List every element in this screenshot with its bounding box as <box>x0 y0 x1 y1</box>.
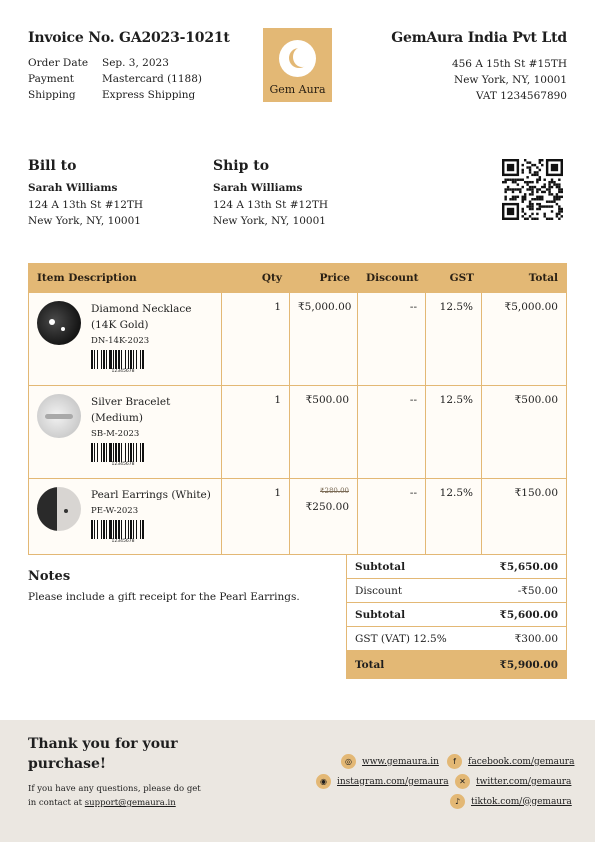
company-address-line: 456 A 15th St #15TH <box>451 58 567 70</box>
company-info <box>391 30 567 104</box>
barcode-number: 12345678 <box>111 539 135 544</box>
qr-code-icon <box>502 159 563 220</box>
totals-value: -₹50.00 <box>517 584 558 597</box>
totals-label: Subtotal <box>355 560 406 573</box>
header-item-description: Item Description <box>37 272 137 284</box>
contact-line: If you have any questions, please do get <box>28 784 201 794</box>
discount-row <box>347 578 566 602</box>
instagram-link-text[interactable]: instagram.com/gemaura <box>337 776 449 787</box>
earrings-thumbnail <box>37 487 81 531</box>
meta-value: Mastercard (1188) <box>102 73 202 85</box>
totals-value: ₹300.00 <box>514 632 558 645</box>
totals-label: Total <box>355 658 385 671</box>
meta-label: Shipping <box>28 89 76 101</box>
item-sku: DN-14K-2023 <box>91 336 150 346</box>
item-price: ₹250.00 <box>305 501 349 513</box>
company-name: GemAura India Pvt Ltd <box>391 30 567 46</box>
ship-to-line: New York, NY, 10001 <box>213 215 326 227</box>
item-name: Diamond Necklace (14K Gold) <box>91 303 192 331</box>
ship-to-line: 124 A 13th St #12TH <box>213 199 329 211</box>
barcode-icon <box>91 520 155 544</box>
item-qty: 1 <box>222 293 290 385</box>
instagram-link[interactable] <box>316 774 449 789</box>
totals-value: ₹5,650.00 <box>499 560 558 573</box>
bill-to-line: New York, NY, 10001 <box>28 215 141 227</box>
item-discount: -- <box>358 386 426 478</box>
totals-label: Discount <box>355 584 403 597</box>
support-email-link[interactable]: support@gemaura.in <box>84 798 176 808</box>
item-gst: 12.5% <box>426 386 482 478</box>
company-logo <box>263 28 332 102</box>
item-gst: 12.5% <box>426 293 482 385</box>
tiktok-link[interactable] <box>450 794 572 809</box>
website-link-text[interactable]: www.gemaura.in <box>362 756 439 767</box>
bill-to-section <box>28 158 143 229</box>
totals-label: GST (VAT) 12.5% <box>355 632 447 645</box>
meta-row-order-date <box>28 55 202 71</box>
header-gst: GST <box>449 272 474 284</box>
ship-to-section <box>213 158 328 229</box>
table-header <box>29 264 566 292</box>
table-row <box>29 292 566 385</box>
barcode-icon <box>91 350 155 374</box>
bill-to-line: 124 A 13th St #12TH <box>28 199 144 211</box>
item-old-price: ₹280.00 <box>320 487 349 495</box>
company-address-line: New York, NY, 10001 <box>454 74 567 86</box>
ship-to-heading: Ship to <box>213 158 270 174</box>
gst-row <box>347 626 566 650</box>
invoice-title: Invoice No. GA2023-1021t <box>28 30 230 46</box>
tiktok-link-text[interactable]: tiktok.com/@gemaura <box>471 796 572 807</box>
contact-line <box>28 796 201 810</box>
website-link[interactable] <box>341 754 439 769</box>
contact-text <box>28 782 201 810</box>
subtotal-row <box>347 554 566 578</box>
order-meta <box>28 55 202 103</box>
instagram-icon: ◉ <box>316 774 331 789</box>
item-cell <box>29 293 222 385</box>
twitter-link[interactable] <box>455 774 571 789</box>
ship-to-name: Sarah Williams <box>213 182 303 194</box>
header-price: Price <box>319 272 350 284</box>
header-discount: Discount <box>366 272 419 284</box>
item-qty: 1 <box>222 479 290 554</box>
item-discount: -- <box>358 479 426 554</box>
totals-label: Subtotal <box>355 608 406 621</box>
item-total: ₹150.00 <box>514 487 558 499</box>
meta-value: Sep. 3, 2023 <box>102 57 169 69</box>
item-total: ₹5,000.00 <box>504 301 558 313</box>
item-price-cell <box>290 479 358 554</box>
bill-to-name: Sarah Williams <box>28 182 118 194</box>
totals-box <box>346 554 567 679</box>
barcode-number: 12345678 <box>111 462 135 467</box>
totals-value: ₹5,600.00 <box>499 608 558 621</box>
thank-you-message: Thank you for your purchase! <box>28 736 178 772</box>
item-price: ₹5,000.00 <box>290 293 358 385</box>
meta-label: Payment <box>28 73 74 85</box>
footer <box>0 720 595 842</box>
meta-row-payment <box>28 71 202 87</box>
facebook-icon: f <box>447 754 462 769</box>
tiktok-icon: ♪ <box>450 794 465 809</box>
barcode-number: 12345678 <box>111 369 135 374</box>
contact-prefix: in contact at <box>28 798 85 808</box>
bill-to-heading: Bill to <box>28 158 77 174</box>
item-total: ₹500.00 <box>514 394 558 406</box>
facebook-link[interactable] <box>447 754 574 769</box>
table-row <box>29 478 566 554</box>
item-qty: 1 <box>222 386 290 478</box>
table-row <box>29 385 566 478</box>
grand-total-row <box>347 650 566 678</box>
notes-section <box>28 569 300 603</box>
logo-text: Gem Aura <box>269 83 326 96</box>
items-table <box>28 263 567 555</box>
meta-row-shipping <box>28 87 202 103</box>
bracelet-thumbnail <box>37 394 81 438</box>
meta-value: Express Shipping <box>102 89 196 101</box>
item-cell <box>29 479 222 554</box>
item-discount: -- <box>358 293 426 385</box>
meta-label: Order Date <box>28 57 89 69</box>
item-sku: PE-W-2023 <box>91 506 139 516</box>
company-vat: VAT 1234567890 <box>475 90 567 102</box>
header-total: Total <box>528 272 558 284</box>
header-qty: Qty <box>261 272 282 284</box>
item-name: Silver Bracelet (Medium) <box>91 396 171 424</box>
notes-text: Please include a gift receipt for the Pearl Earrings. <box>28 591 300 603</box>
x-twitter-icon: ✕ <box>455 774 470 789</box>
barcode-icon <box>91 443 155 467</box>
subtotal-after-discount-row <box>347 602 566 626</box>
company-address <box>391 56 567 104</box>
grand-total-value: ₹5,900.00 <box>499 658 558 671</box>
item-gst: 12.5% <box>426 479 482 554</box>
item-sku: SB-M-2023 <box>91 429 140 439</box>
globe-icon: ◎ <box>341 754 356 769</box>
moon-logo-icon <box>279 40 316 77</box>
item-cell <box>29 386 222 478</box>
notes-heading: Notes <box>28 569 71 584</box>
item-price: ₹500.00 <box>290 386 358 478</box>
necklace-thumbnail <box>37 301 81 345</box>
item-name: Pearl Earrings (White) <box>91 489 211 501</box>
twitter-link-text[interactable]: twitter.com/gemaura <box>476 776 572 787</box>
facebook-link-text[interactable]: facebook.com/gemaura <box>468 756 575 767</box>
